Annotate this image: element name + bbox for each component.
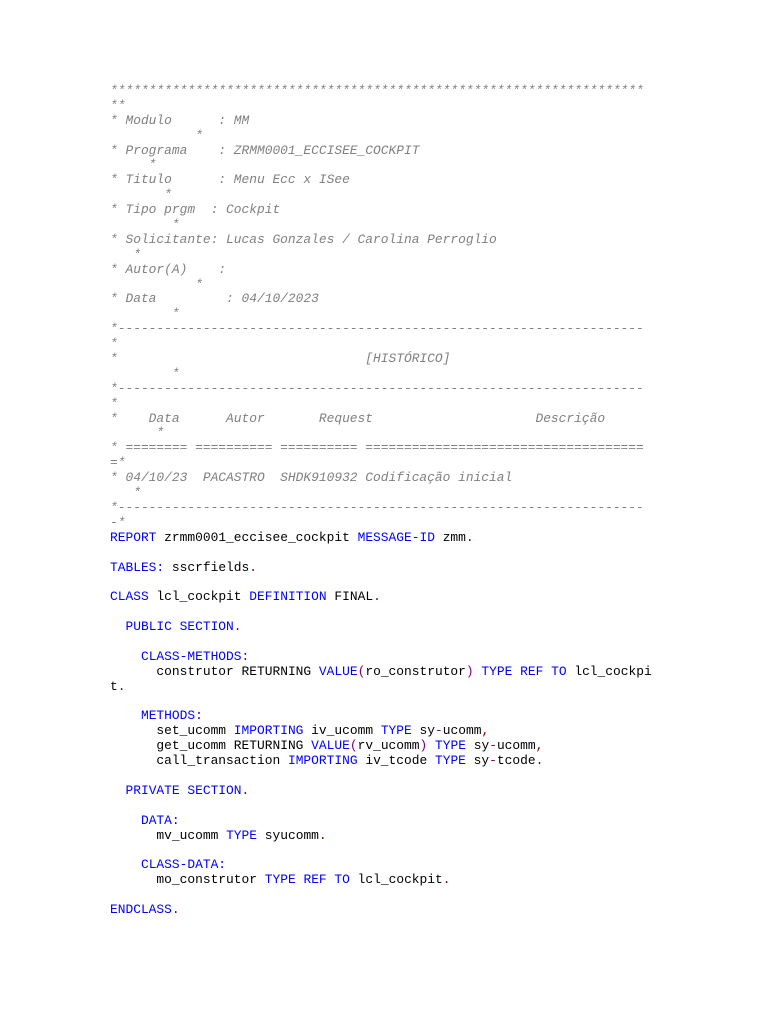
- methods-statement: [110, 709, 670, 724]
- keyword: CLASS-METHODS:: [140, 648, 250, 664]
- method-declaration: [110, 754, 670, 769]
- comment-line: * ======== ========== ========== ====================================: [110, 440, 644, 456]
- period: .: [249, 559, 258, 575]
- method-declaration: [110, 665, 670, 680]
- keyword: TYPE: [434, 753, 466, 769]
- comment-line: * Titulo : Menu Ecc x ISee: [110, 172, 350, 188]
- comment-line: *: [110, 395, 118, 411]
- comment-line: * [HISTÓRICO]: [110, 351, 451, 367]
- keyword: VALUE: [311, 738, 350, 754]
- method-name: construtor: [156, 663, 234, 679]
- modifier: FINAL: [334, 589, 374, 605]
- keyword: TYPE: [226, 827, 258, 843]
- comment-line: *--------------------------------------------------------------------: [110, 321, 644, 337]
- period: .: [442, 872, 451, 888]
- comment-line: *: [110, 187, 172, 203]
- blank-line: [110, 769, 670, 784]
- report-statement: [110, 531, 670, 546]
- comment-line: * Programa : ZRMM0001_ECCISEE_COCKPIT: [110, 142, 420, 158]
- keyword: METHODS:: [140, 708, 203, 724]
- type-name: ucomm: [496, 738, 536, 754]
- paren: ): [419, 738, 428, 754]
- blank-line: [110, 799, 670, 814]
- type-name: lcl_cockpi: [574, 663, 652, 679]
- tables-statement: [110, 561, 670, 576]
- parameter: iv_tcode: [365, 753, 428, 769]
- comment-line: * Solicitante: Lucas Gonzales / Carolina Perroglio: [110, 231, 497, 247]
- dash: -: [489, 738, 497, 754]
- keyword: CLASS-DATA:: [140, 857, 227, 873]
- comma: ,: [481, 723, 490, 739]
- type-name: tcode: [496, 753, 536, 769]
- endclass-statement: [110, 903, 670, 918]
- method-declaration: [110, 739, 670, 754]
- keyword: PRIVATE SECTION: [125, 782, 242, 798]
- attribute-declaration: [110, 829, 670, 844]
- period: .: [373, 589, 381, 605]
- paren: (: [349, 738, 358, 754]
- comment-line: * Data : 04/10/2023: [110, 291, 319, 307]
- period: .: [171, 901, 180, 917]
- comment-line: *: [110, 485, 141, 501]
- class-name: lcl_cockpit: [156, 589, 242, 605]
- dash: -: [489, 753, 497, 769]
- blank-line: [110, 843, 670, 858]
- comment-line: *: [110, 127, 203, 143]
- comment-line: * Tipo prgm : Cockpit: [110, 202, 281, 218]
- method-declaration: [110, 724, 670, 739]
- comment-line: *: [110, 246, 141, 262]
- blank-line: [110, 546, 670, 561]
- blank-line: [110, 575, 670, 590]
- comment-line: *: [110, 425, 165, 441]
- keyword: DATA:: [140, 812, 180, 828]
- wrapped-line: [110, 680, 670, 695]
- period: .: [241, 782, 250, 798]
- header-comment-block: [110, 84, 670, 531]
- keyword: IMPORTING: [287, 753, 358, 769]
- keyword: TYPE: [380, 723, 412, 739]
- type-name: sy: [473, 753, 490, 769]
- private-section-statement: [110, 784, 670, 799]
- comment-line: *: [110, 217, 180, 233]
- class-data-statement: [110, 858, 670, 873]
- type-name: sy: [473, 738, 490, 754]
- comment-line: *--------------------------------------------------------------------: [110, 499, 644, 515]
- type-name: ucomm: [442, 723, 482, 739]
- keyword: TO: [334, 872, 350, 888]
- keyword: TABLES:: [110, 559, 165, 575]
- comment-line: *********************************************************************: [110, 83, 644, 98]
- data-statement: [110, 814, 670, 829]
- program-name: zrmm0001_eccisee_cockpit: [164, 529, 350, 545]
- period: .: [117, 678, 126, 694]
- keyword: TYPE: [481, 663, 513, 679]
- keyword: CLASS: [110, 589, 149, 605]
- period: .: [535, 753, 544, 769]
- attribute-name: mv_ucomm: [156, 827, 219, 843]
- keyword: PUBLIC SECTION: [125, 619, 234, 635]
- keyword: DEFINITION: [249, 589, 327, 605]
- comment-line: * Autor(A) :: [110, 261, 227, 277]
- type-name: sy: [419, 723, 435, 739]
- comment-line: -*: [110, 514, 126, 530]
- keyword: ENDCLASS: [110, 901, 172, 917]
- period: .: [233, 619, 242, 635]
- keyword: TYPE: [435, 738, 466, 754]
- keyword-returning: RETURNING: [241, 663, 312, 679]
- keyword: IMPORTING: [233, 723, 304, 739]
- keyword: MESSAGE-ID: [357, 529, 435, 545]
- attribute-declaration: [110, 873, 670, 888]
- blank-line: [110, 635, 670, 650]
- comment-line: =*: [110, 455, 126, 471]
- dash: -: [435, 723, 443, 739]
- class-methods-statement: [110, 650, 670, 665]
- comment-line: **: [110, 97, 126, 113]
- method-name: call_transaction: [156, 753, 281, 769]
- blank-line: [110, 888, 670, 903]
- comment-line: *: [110, 306, 180, 322]
- parameter: ro_construtor: [365, 663, 466, 679]
- comment-line: * Data Autor Request Descrição: [110, 410, 606, 426]
- keyword: TYPE: [264, 872, 296, 888]
- keyword: VALUE: [318, 663, 358, 679]
- period: .: [318, 827, 327, 843]
- class-definition-statement: [110, 590, 670, 605]
- method-name: set_ucomm: [156, 723, 227, 739]
- comment-line: *--------------------------------------------------------------------: [110, 380, 644, 396]
- keyword: REF: [303, 872, 327, 888]
- comment-line: * 04/10/23 PACASTRO SHDK910932 Codificação inicial: [110, 470, 513, 486]
- parameter: iv_ucomm: [311, 723, 374, 739]
- keyword-returning: RETURNING: [233, 738, 304, 754]
- type-name: syucomm: [264, 827, 319, 843]
- blank-line: [110, 605, 670, 620]
- blank-line: [110, 695, 670, 710]
- abap-source-listing: [110, 84, 670, 918]
- type-name-continuation: t: [110, 678, 118, 694]
- keyword: TO: [551, 663, 567, 679]
- message-class: zmm: [442, 529, 466, 545]
- keyword: REF: [520, 663, 544, 679]
- comment-line: *: [110, 365, 180, 381]
- comment-line: * Modulo : MM: [110, 112, 250, 128]
- comment-line: *: [110, 336, 118, 352]
- table-name: sscrfields: [171, 559, 250, 575]
- method-name: get_ucomm: [156, 738, 227, 754]
- keyword: REPORT: [110, 529, 157, 545]
- parameter: rv_ucomm: [357, 738, 420, 754]
- period: .: [465, 529, 474, 545]
- paren: (: [357, 663, 366, 679]
- attribute-name: mo_construtor: [156, 872, 257, 888]
- paren: ): [465, 663, 474, 679]
- comment-line: *: [110, 276, 203, 292]
- type-name: lcl_cockpit: [357, 872, 443, 888]
- public-section-statement: [110, 620, 670, 635]
- comma: ,: [535, 738, 544, 754]
- comment-line: *: [110, 157, 157, 173]
